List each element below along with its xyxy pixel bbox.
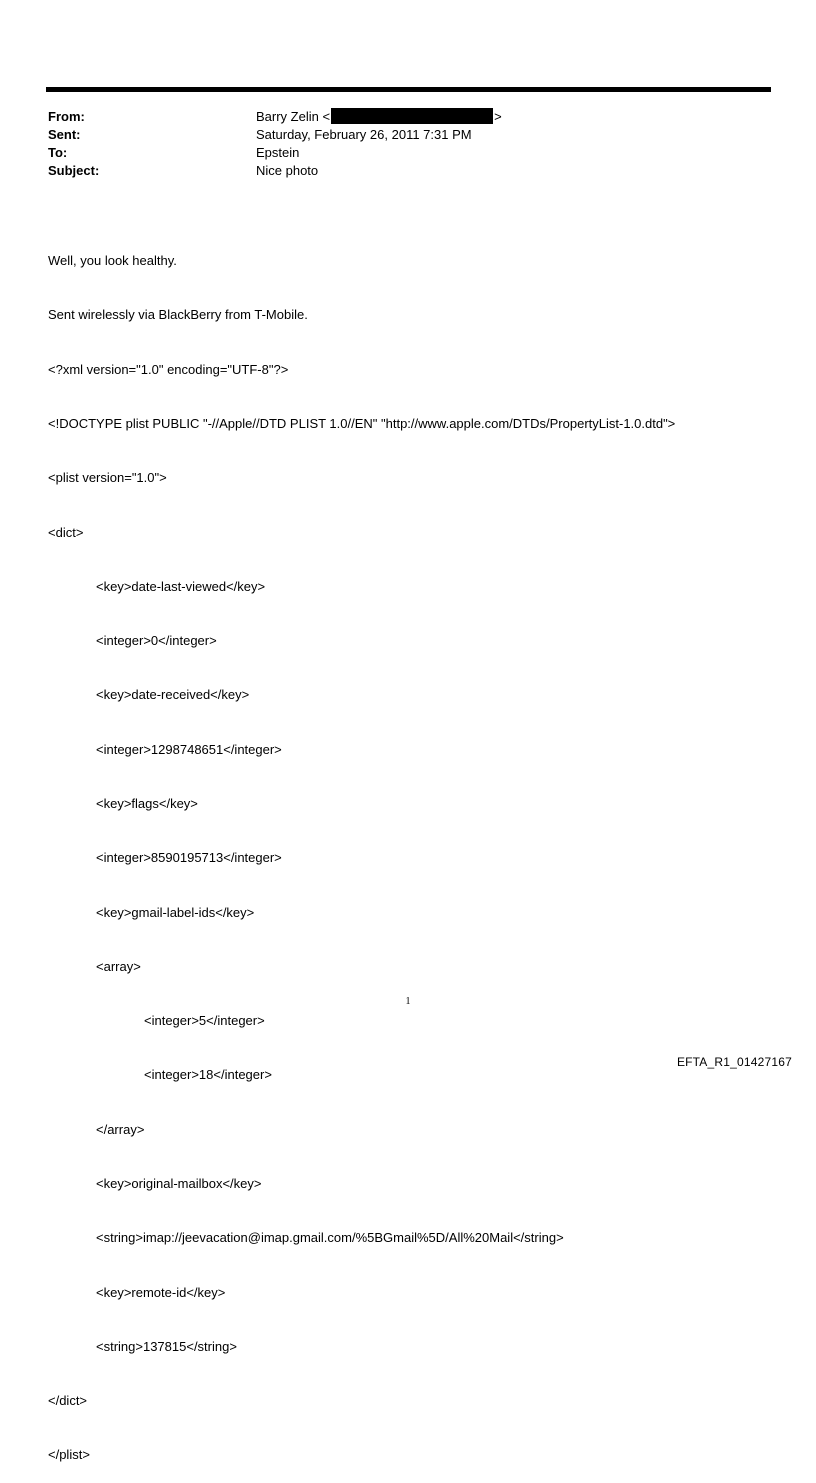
body-line: </plist> <box>48 1447 90 1463</box>
body-line: <key>gmail-label-ids</key> <box>96 904 255 920</box>
sent-value: Saturday, February 26, 2011 7:31 PM <box>256 127 472 142</box>
email-body <box>48 216 675 1483</box>
bates-number: EFTA_R1_01427167 <box>676 1055 792 1069</box>
to-value: Epstein <box>256 145 300 160</box>
body-line: <integer>0</integer> <box>96 633 217 649</box>
body-line: <key>original-mailbox</key> <box>96 1175 262 1191</box>
from-bracket-close: > <box>494 109 502 124</box>
body-line: <key>date-last-viewed</key> <box>96 578 266 594</box>
from-name: Barry Zelin < <box>256 109 331 124</box>
sent-row <box>48 126 502 144</box>
body-line: <integer>18</integer> <box>144 1067 272 1083</box>
body-line: </dict> <box>48 1393 88 1409</box>
body-line: Sent wirelessly via BlackBerry from T-Mobile. <box>48 307 308 323</box>
body-line: </array> <box>96 1121 145 1137</box>
body-line: <key>remote-id</key> <box>96 1284 226 1300</box>
body-line: <integer>5</integer> <box>144 1013 265 1029</box>
from-label: From: <box>48 109 85 124</box>
subject-value: Nice photo <box>256 163 319 178</box>
body-line: <plist version="1.0"> <box>48 470 167 486</box>
from-row <box>48 108 502 126</box>
body-line: <string>imap://jeevacation@imap.gmail.com/%5BGmail%5D/All%20Mail</string> <box>96 1230 564 1246</box>
body-line: <key>date-received</key> <box>96 687 250 703</box>
body-line: <!DOCTYPE plist PUBLIC "-//Apple//DTD PLIST 1.0//EN" "http://www.apple.com/DTDs/PropertyList-1.0.dtd"> <box>48 416 676 432</box>
body-line: <key>flags</key> <box>96 796 198 811</box>
body-line: <?xml version="1.0" encoding="UTF-8"?> <box>48 361 289 377</box>
subject-label: Subject: <box>48 163 100 178</box>
body-line: <integer>8590195713</integer> <box>96 850 282 866</box>
body-line: <string>137815</string> <box>96 1338 237 1354</box>
body-line: Well, you look healthy. <box>48 253 177 269</box>
email-header <box>48 108 502 180</box>
sent-label: Sent: <box>48 127 81 142</box>
to-row <box>48 144 502 162</box>
page-number: 1 <box>405 996 411 1007</box>
body-line: <array> <box>96 958 141 974</box>
body-line: <integer>1298748651</integer> <box>96 741 282 757</box>
top-rule <box>46 87 771 92</box>
body-line: <dict> <box>48 524 84 540</box>
from-value <box>256 108 502 126</box>
subject-row <box>48 162 502 180</box>
to-label: To: <box>48 145 68 160</box>
redaction-block <box>331 108 493 124</box>
